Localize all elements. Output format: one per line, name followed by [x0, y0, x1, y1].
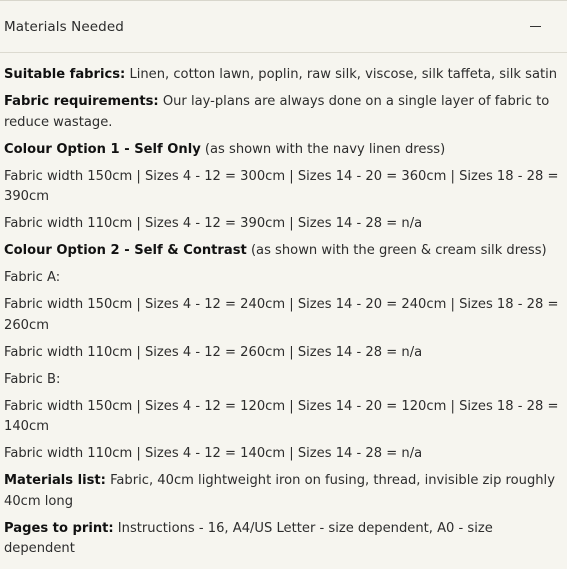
- minus-icon[interactable]: [530, 21, 542, 33]
- fabric-a-line: Fabric width 150cm | Sizes 4 - 12 = 240cm | Sizes 14 - 20 = 240cm | Sizes 18 - 28 = 260cm: [4, 297, 559, 333]
- option-1-line: Fabric width 150cm | Sizes 4 - 12 = 300cm | Sizes 14 - 20 = 360cm | Sizes 18 - 28 = 390cm: [4, 168, 559, 204]
- fabric-requirements-text: Our lay-plans are always done on a single layer of fabric to reduce wastage.: [4, 94, 550, 130]
- suitable-fabrics-text: Linen, cotton lawn, poplin, raw silk, viscose, silk taffeta, silk satin: [125, 67, 558, 82]
- option-1-line: Fabric width 110cm | Sizes 4 - 12 = 390cm | Sizes 14 - 28 = n/a: [4, 216, 423, 231]
- accordion-content: [0, 53, 567, 560]
- fabric-b-line: Fabric width 150cm | Sizes 4 - 12 = 120cm | Sizes 14 - 20 = 120cm | Sizes 18 - 28 = 140cm: [4, 398, 559, 434]
- colour-option-1-label: Colour Option 1 - Self Only: [4, 141, 201, 157]
- suitable-fabrics: [4, 65, 563, 86]
- pages-to-print-label: Pages to print:: [4, 520, 114, 536]
- colour-option-2: [4, 241, 563, 262]
- pages-to-print-text: Instructions - 16, A4/US Letter - size dependent, A0 - size dependent: [4, 520, 493, 556]
- fabric-a-line: Fabric width 110cm | Sizes 4 - 12 = 260cm | Sizes 14 - 28 = n/a: [4, 344, 423, 360]
- fabric-b-line: Fabric width 110cm | Sizes 4 - 12 = 140cm | Sizes 14 - 28 = n/a: [4, 446, 423, 461]
- fabric-a-heading: Fabric A:: [4, 270, 61, 285]
- suitable-fabrics-label: Suitable fabrics:: [4, 67, 126, 82]
- pages-to-print: [4, 519, 563, 560]
- colour-option-2-label: Colour Option 2 - Self & Contrast: [4, 243, 247, 258]
- fabric-b-heading: Fabric B:: [4, 371, 61, 387]
- fabric-requirements: [4, 92, 563, 133]
- materials-list-label: Materials list:: [4, 473, 106, 488]
- materials-list-text: Fabric, 40cm lightweight iron on fusing, thread, invisible zip roughly 40cm long: [4, 473, 555, 509]
- materials-accordion-header[interactable]: [0, 1, 567, 53]
- colour-option-1-text: (as shown with the navy linen dress): [200, 141, 446, 157]
- accordion-title: Materials Needed: [4, 18, 124, 35]
- fabric-requirements-label: Fabric requirements:: [4, 94, 159, 109]
- materials-list: [4, 471, 563, 512]
- colour-option-2-text: (as shown with the green & cream silk dress): [246, 243, 547, 258]
- colour-option-1: [4, 140, 563, 161]
